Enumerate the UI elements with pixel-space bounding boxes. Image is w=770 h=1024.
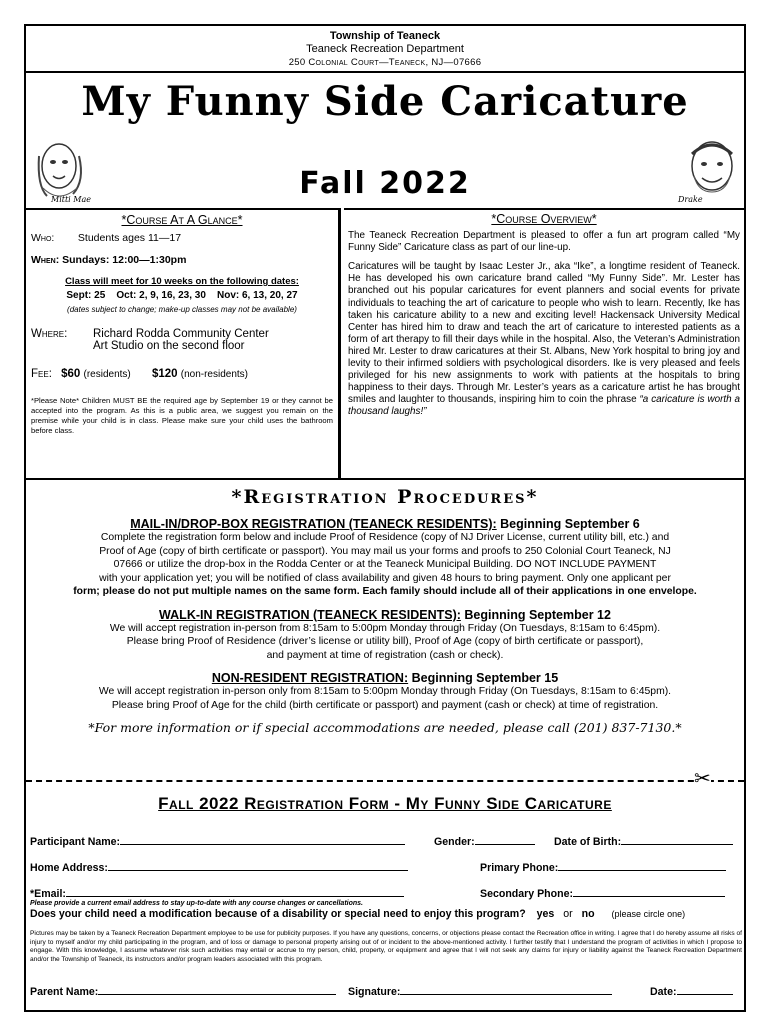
- registration-title: *Registration Procedures*: [231, 486, 539, 508]
- mail-in-line-2: Proof of Age (copy of birth certificate or passport). You may mail us your forms and proofs to 250 Colonial Court Teaneck, NJ: [99, 545, 671, 557]
- participant-name-label: Participant Name:: [30, 836, 121, 848]
- registration-procedures: [26, 478, 744, 735]
- primary-phone-label: Primary Phone:: [480, 862, 559, 874]
- fee-resident: $60: [61, 368, 81, 380]
- gender-field[interactable]: [434, 834, 535, 848]
- fee-resident-label: (residents): [83, 369, 131, 380]
- date-of-birth-field[interactable]: [554, 834, 733, 848]
- secondary-phone-label: Secondary Phone:: [480, 888, 574, 900]
- course-overview: [344, 208, 744, 478]
- non-resident-heading: NON-RESIDENT REGISTRATION: Beginning September 15: [211, 671, 559, 685]
- mail-in-heading: MAIL-IN/DROP-BOX REGISTRATION (TEANECK RESIDENTS): Beginning September 6: [130, 517, 640, 531]
- who-row: [31, 232, 333, 244]
- department-address: 250 Colonial Court—Teaneck, NJ—07666: [288, 57, 482, 68]
- glance-heading: *Course At A Glance*: [121, 213, 243, 227]
- home-address-field[interactable]: [30, 860, 408, 874]
- secondary-phone-field[interactable]: [480, 886, 725, 900]
- walk-in-line-3: and payment at time of registration (cash or check).: [266, 649, 504, 661]
- date-of-birth-label: Date of Birth:: [554, 836, 622, 848]
- overview-paragraph-1: The Teaneck Recreation Department is pleased to offer a fun art program called “My Funny Side” Caricature class as part of our line-up.: [348, 230, 740, 254]
- who-value: Students ages 11—17: [77, 232, 182, 244]
- home-address-label: Home Address:: [30, 862, 108, 874]
- course-at-a-glance: [26, 208, 341, 478]
- cut-line: [26, 780, 744, 783]
- overview-paragraph-2: Caricatures will be taught by Isaac Lester Jr., aka “Ike”, a longtime resident of Teaneck. He has developed his own caricature brand called “My Funny Side”. Mr. Lester has branched out his popular caricatures for event planners and social events for private individuals to teaching the art of caricature to people who wish to learn. Recently, Ike has taken his caricature ability to a new and exciting level! Hackensack University Medical Center has hired him to draw and teach the art of caricature to interested patients as a form of art therapy to fill their days while in the hospital. Also, the Veteran’s Administration hired Mr. Lester to draw caricatures at their St. Albans, New York hospital to bring joy and levity to their infirmed soldiers with psychological disorders. Ike is very pleased and feels privileged for his new assignments to work with patients at the hospitals to bring happiness to their days. Through Mr. Lester’s years as a caricature artist he has brought smiles and laughter to thousands, inspiring him to coin the phrase “a caricature is worth a thousand laughs!”: [348, 261, 741, 418]
- header: [26, 26, 744, 73]
- modification-yes[interactable]: yes: [536, 908, 555, 920]
- non-resident-line-1: We will accept registration in-person only from 8:15am to 5:00pm Monday through Friday (On Tuesdays, 8:15am to 6:45pm).: [98, 686, 672, 697]
- mail-in-line-4: with your application yet; you will be notified of class availability and given 48 hours to bring payment. Only one applicant per: [99, 572, 671, 584]
- date-label: Date:: [650, 986, 677, 998]
- liability-disclaimer: Pictures may be taken by a Teaneck Recreation Department employee to be use for publicity purposes. If you have any questions, concerns, or objections please contact the Recreation office in writing. I agree that I do hereby assume all risks of injury to myself and/or my child participating in the program, and of loss or damage to personal property arising out of or incident to the above-mentioned activity. I further testify that I understand the program of activities in which I propose to engage. With this knowledge, I assume whatever risk such activities may entail or accrue to my person, child, property, or equipment and agree that I will not seek any claims for injury or liability against the Teaneck Recreation Department and/or the Township of Teaneck, its instructors and/or program leaders associated with this program.: [30, 930, 742, 963]
- primary-phone-field[interactable]: [480, 860, 726, 874]
- form-title: Fall 2022 Registration Form - My Funny Side Caricature: [158, 794, 612, 813]
- participant-name-field[interactable]: [30, 834, 405, 848]
- mail-in-line-5: form; please do not put multiple names on the same form. Each family should include all of their applications in one envelope.: [73, 586, 697, 597]
- parent-name-label: Parent Name:: [30, 986, 99, 998]
- where-value-line-1: Richard Rodda Community Center: [93, 328, 269, 340]
- who-label: Who:: [31, 232, 55, 244]
- caricature-left-signature: Mitti Mae: [51, 195, 91, 204]
- parent-name-field[interactable]: [30, 984, 336, 998]
- where-value-line-2: Art Studio on the second floor: [93, 340, 245, 352]
- email-note: Please provide a current email address to stay up-to-date with any course changes or cancellations.: [30, 900, 363, 907]
- modification-question: Does your child need a modification because of a disability or special need to enjoy this program?: [30, 908, 526, 920]
- season-title: Fall 2022: [299, 166, 471, 201]
- date-field[interactable]: [650, 984, 733, 998]
- scissors-icon: ✂: [694, 768, 711, 790]
- email-field[interactable]: [30, 886, 404, 900]
- modification-or: or: [563, 908, 573, 920]
- signature-field[interactable]: [348, 984, 612, 998]
- mail-in-line-3: 07666 or utilize the drop-box in the Rodda Center or at the Teaneck Municipal Building. DO NOT INCLUDE PAYMENT: [113, 559, 657, 570]
- when-row: [31, 254, 333, 266]
- where-row: [31, 328, 333, 352]
- where-label: Where:: [31, 328, 68, 340]
- walk-in-line-1: We will accept registration in-person from 8:15am to 5:00pm Monday through Friday (On Tuesdays, 8:15am to 6:45pm).: [109, 622, 661, 634]
- modification-no[interactable]: no: [581, 908, 595, 920]
- gender-label: Gender:: [434, 836, 475, 848]
- fee-nonresident: $120: [151, 368, 178, 380]
- signature-label: Signature:: [348, 986, 401, 998]
- age-note: *Please Note* Children MUST BE the required age by September 19 or they cannot be accepted into the program. As this is a public area, we suggest you remain on the premise while your child is in class. Please make sure your child uses the bathroom before class.: [31, 396, 333, 435]
- township-name: Township of Teaneck: [329, 30, 441, 42]
- fee-nonresident-label: (non-residents): [180, 369, 249, 380]
- mail-in-begin: Beginning September 6: [500, 517, 640, 531]
- caricature-right-signature: Drake: [678, 195, 703, 204]
- circle-one-note: (please circle one): [611, 909, 686, 919]
- walk-in-begin: Beginning September 12: [464, 607, 611, 622]
- mail-in-line-1: Complete the registration form below and include Proof of Residence (copy of NJ Driver License, current utility bill, etc.) and: [100, 532, 670, 543]
- fee-label: Fee:: [31, 368, 52, 380]
- non-resident-line-2: Please bring Proof of Age for the child (birth certificate or passport) and payment (cash or check) at time of registration.: [111, 699, 659, 711]
- dates-subject-note: (dates subject to change; make-up classes may not be available): [67, 305, 297, 314]
- non-resident-begin: Beginning September 15: [411, 671, 559, 685]
- info-line: *For more information or if special accommodations are needed, please call (201) 837-7130.*: [88, 720, 682, 735]
- fee-row: [31, 368, 333, 380]
- flyer-frame: [24, 24, 746, 1012]
- when-label: When:: [31, 254, 60, 266]
- overview-quote: “a caricature is worth a thousand laughs!”: [348, 394, 741, 418]
- overview-heading: *Course Overview*: [491, 212, 597, 226]
- walk-in-line-2: Please bring Proof of Residence (driver’s license or utility bill), Proof of Age (copy of birth certificate or passport),: [126, 636, 644, 647]
- walk-in-heading: WALK-IN REGISTRATION (TEANECK RESIDENTS): Beginning September 12: [159, 607, 611, 622]
- when-value: Sundays: 12:00—1:30pm: [62, 254, 187, 266]
- program-title: My Funny Side Caricature: [81, 78, 689, 125]
- modification-question-row: [30, 908, 685, 920]
- department-name: Teaneck Recreation Department: [306, 43, 464, 55]
- class-dates: Sept: 25 Oct: 2, 9, 16, 23, 30 Nov: 6, 13, 20, 27: [66, 290, 298, 301]
- caricature-right-image: [674, 136, 744, 208]
- class-note: Class will meet for 10 weeks on the following dates:: [65, 276, 299, 287]
- email-label: *Email:: [30, 888, 66, 900]
